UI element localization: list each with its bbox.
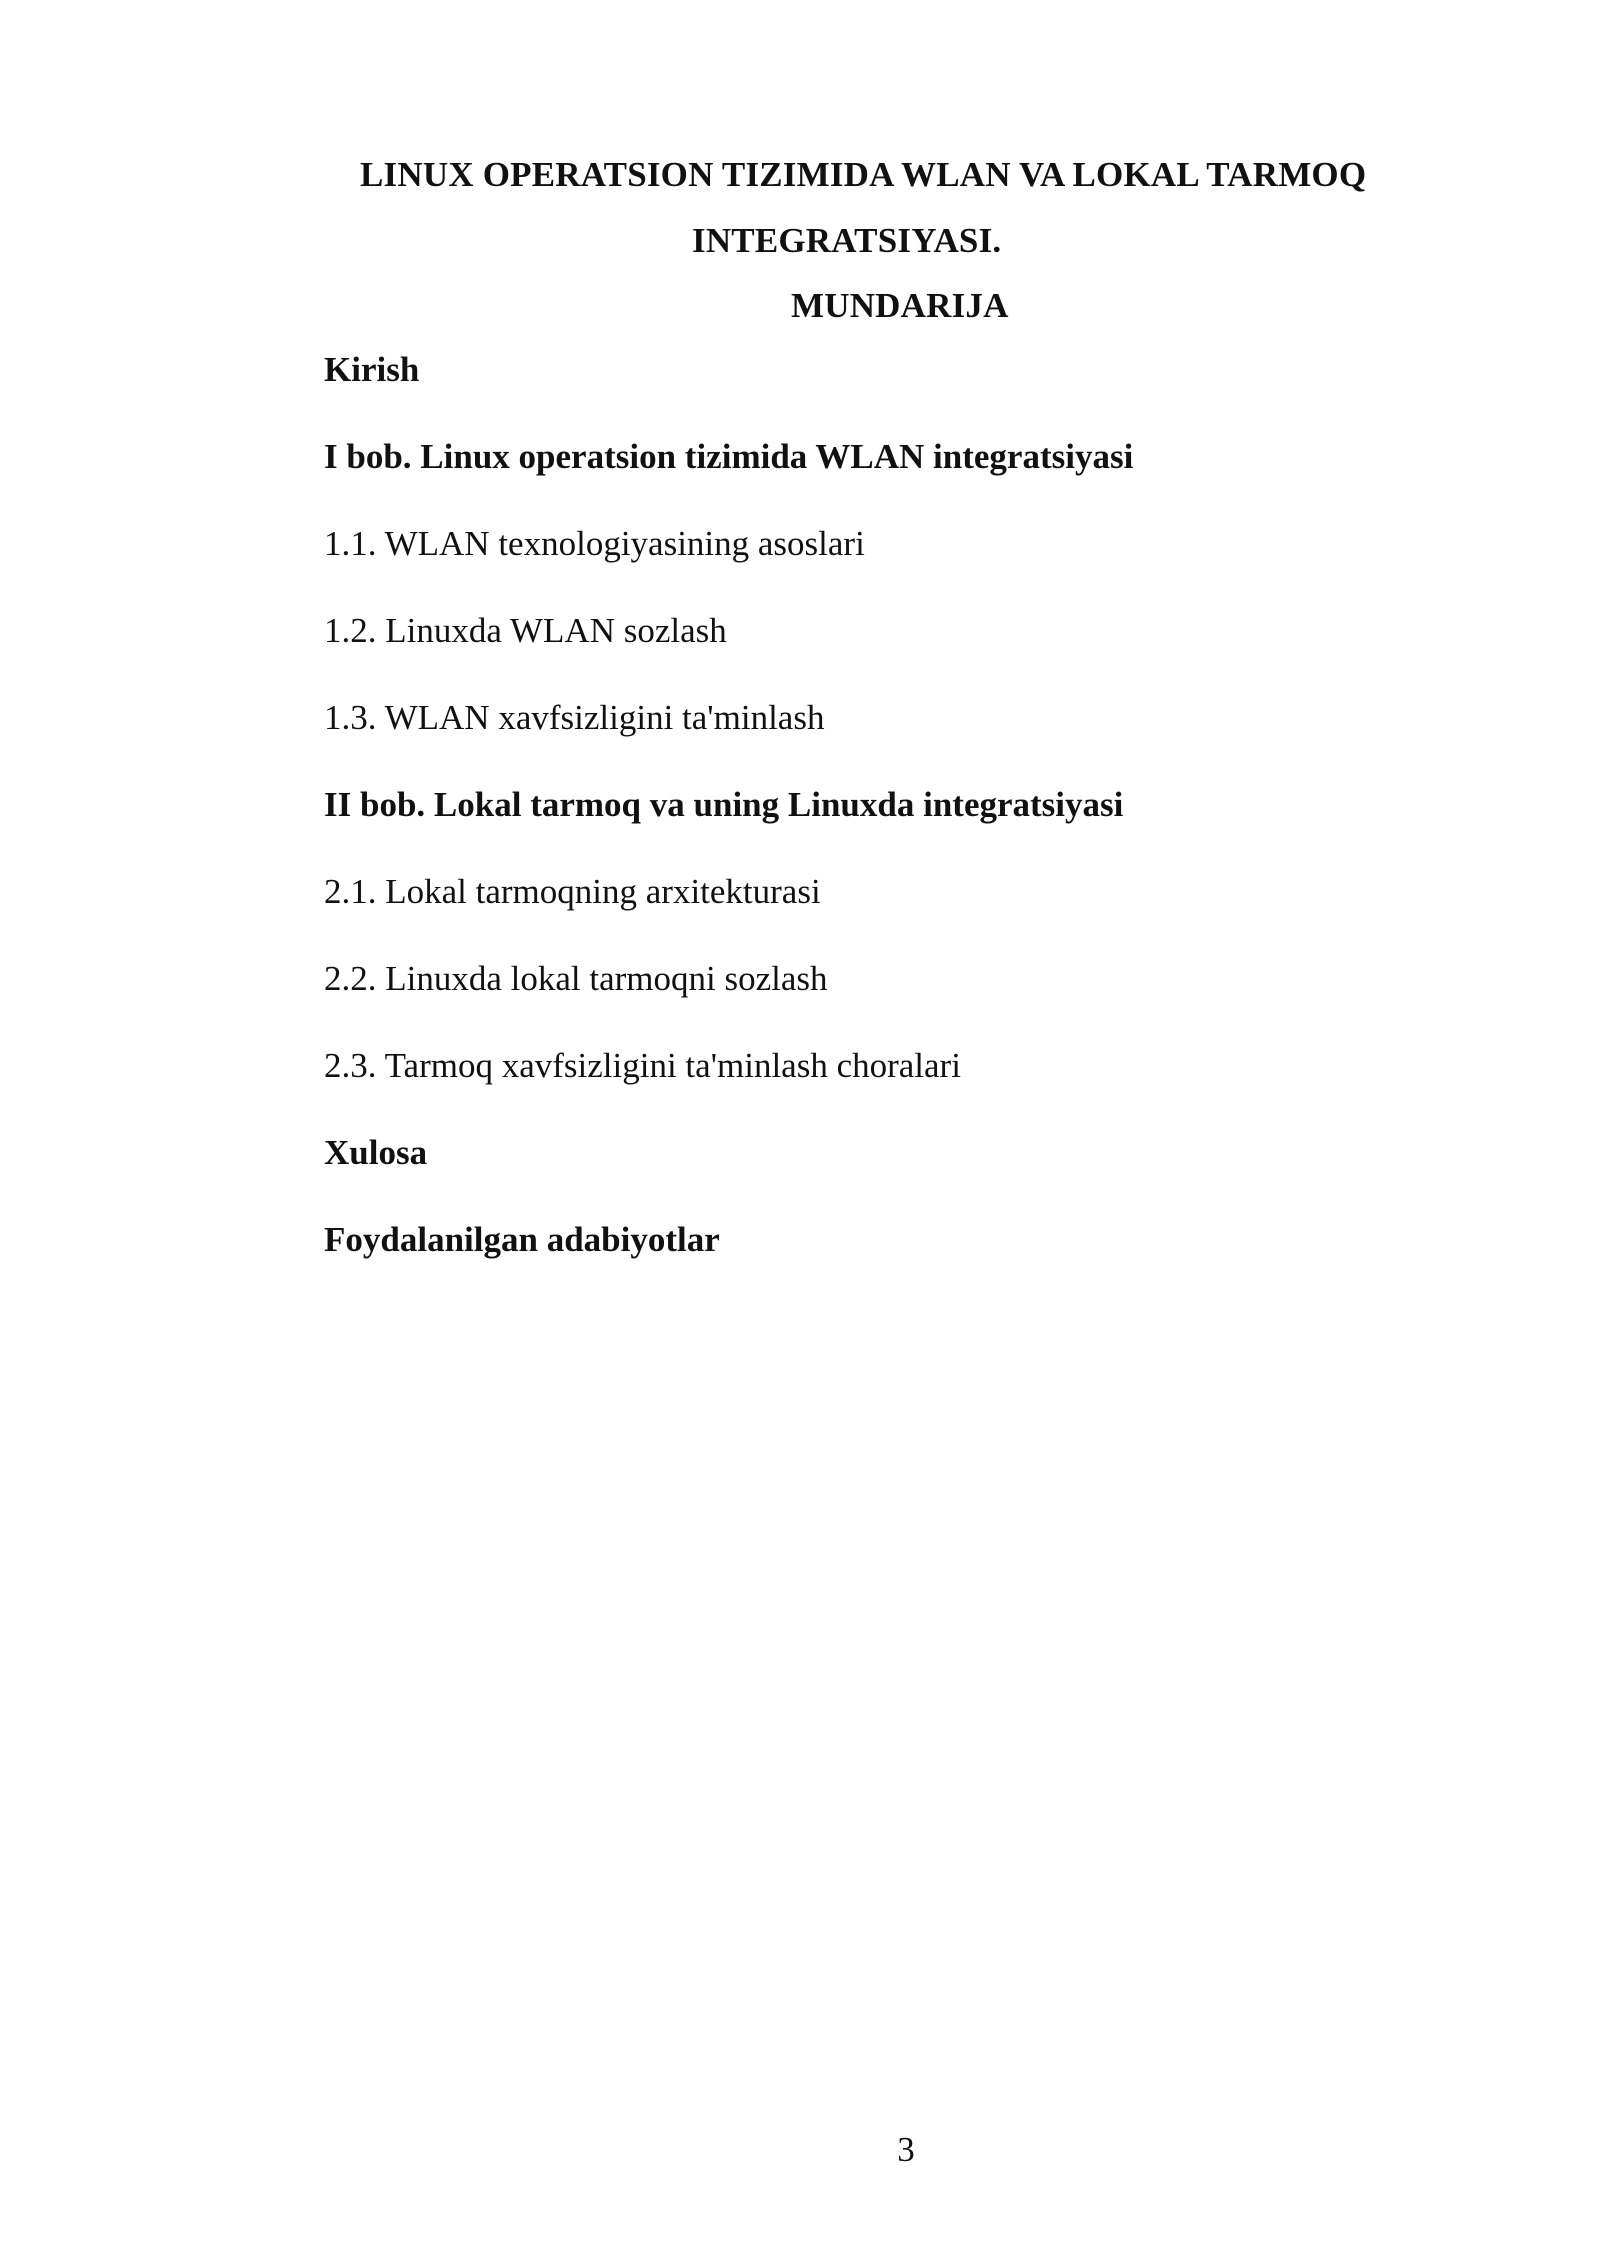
document-title-line-1: LINUX OPERATSION TIZIMIDA WLAN VA LOKAL TARMOQ [360, 155, 1367, 194]
toc-item-1-1: 1.1. WLAN texnologiyasining asoslari [324, 524, 865, 563]
toc-item-xulosa: Xulosa [324, 1133, 428, 1172]
toc-item-1-2: 1.2. Linuxda WLAN sozlash [324, 611, 727, 650]
toc-heading: MUNDARIJA [791, 286, 1009, 325]
toc-item-kirish: Kirish [324, 350, 420, 389]
table-of-contents [324, 348, 1133, 1305]
page-number: 3 [897, 2130, 915, 2169]
toc-item-2-2: 2.2. Linuxda lokal tarmoqni sozlash [324, 959, 828, 998]
toc-item-chapter-2: II bob. Lokal tarmoq va uning Linuxda integratsiyasi [324, 785, 1124, 824]
document-title-line-2: INTEGRATSIYASI. [692, 221, 1002, 260]
toc-item-2-3: 2.3. Tarmoq xavfsizligini ta'minlash choralari [324, 1046, 961, 1085]
toc-item-references: Foydalanilgan adabiyotlar [324, 1220, 720, 1259]
toc-item-1-3: 1.3. WLAN xavfsizligini ta'minlash [324, 698, 825, 737]
toc-item-2-1: 2.1. Lokal tarmoqning arxitekturasi [324, 872, 821, 911]
toc-item-chapter-1: I bob. Linux operatsion tizimida WLAN integratsiyasi [324, 437, 1134, 476]
